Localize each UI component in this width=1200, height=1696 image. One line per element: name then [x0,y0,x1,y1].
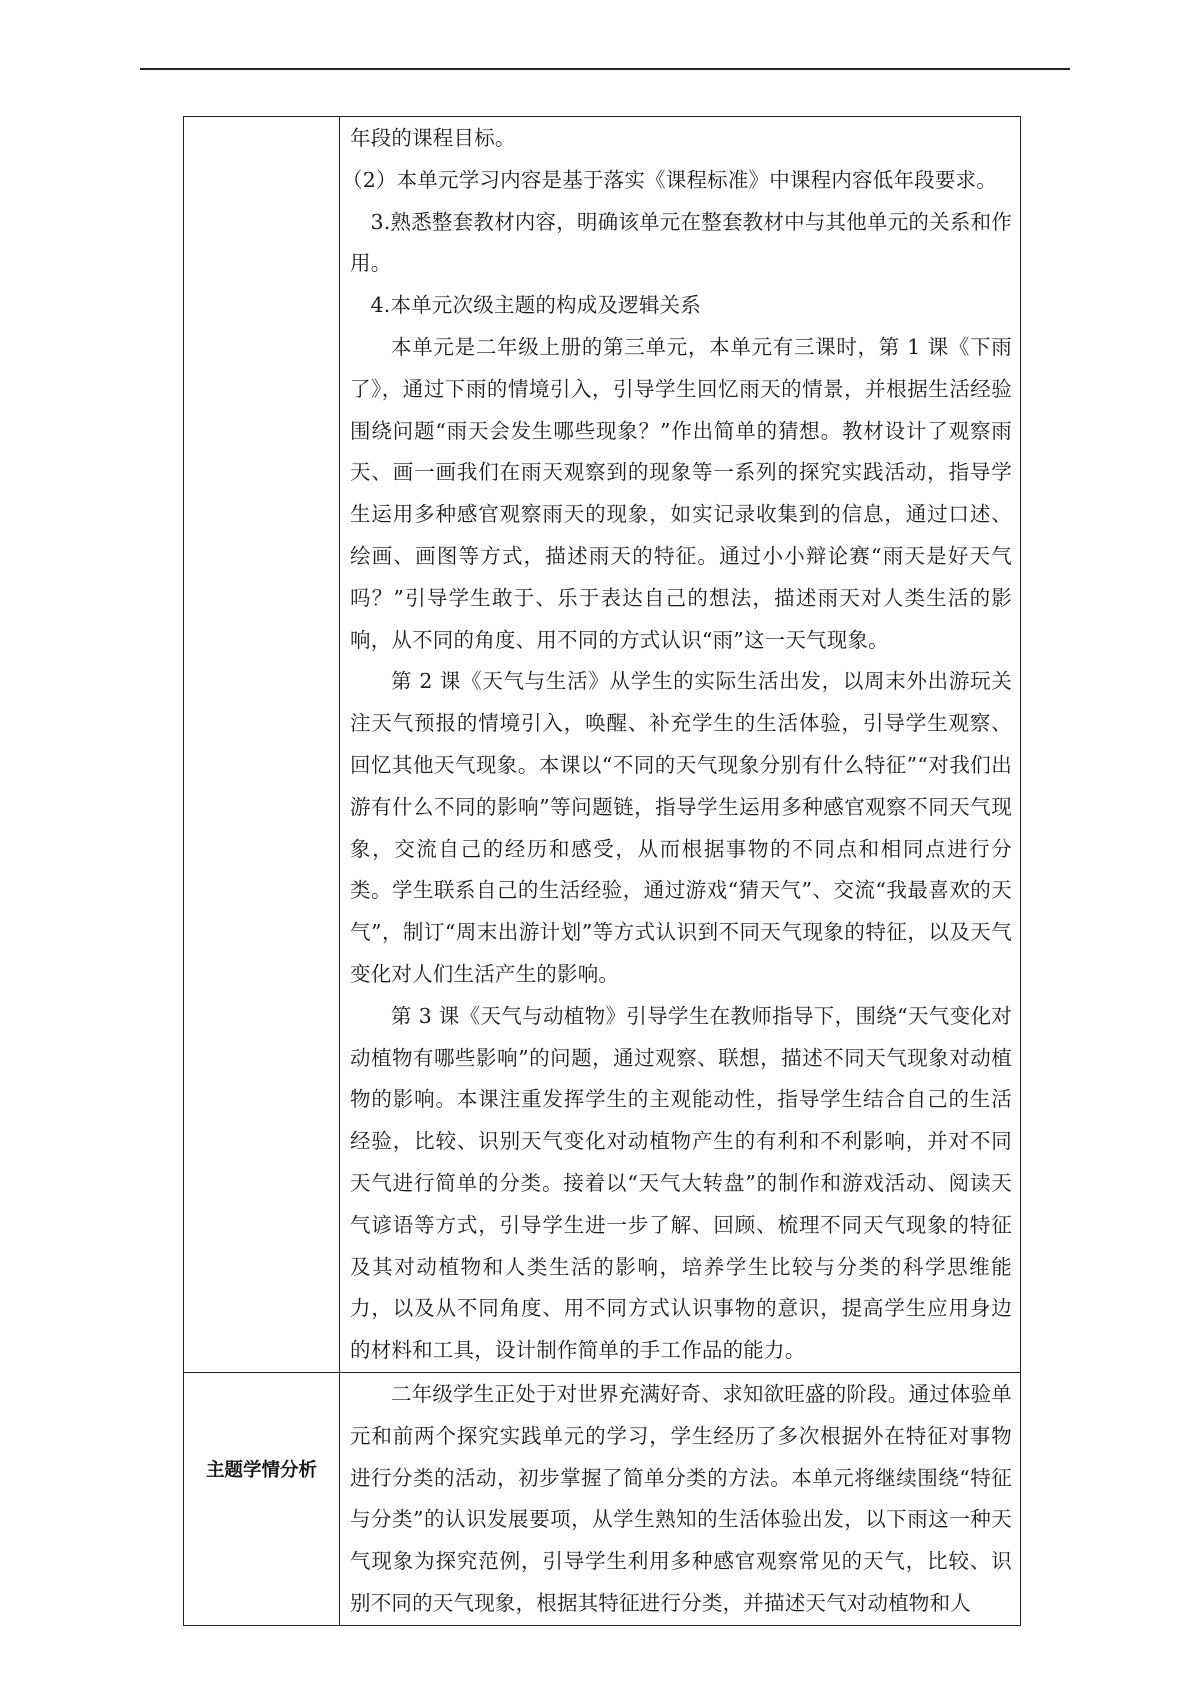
paragraph: 二年级学生正处于对世界充满好奇、求知欲旺盛的阶段。通过体验单元和前两个探究实践单元的学习，学生经历了多次根据外在特征对事物进行分类的活动，初步掌握了简单分类的方法。本单元将继续围绕“特征与分类”的认识发展要项，从学生熟知的生活体验出发，以下雨这一种天气现象为探究范例，引导学生利用多种感官观察常见的天气，比较、识别不同的天气现象，根据其特征进行分类，并描述天气对动植物和人 [350,1381,1012,1615]
row-content-cell [340,1372,1021,1625]
paragraph: 本单元是二年级上册的第三单元，本单元有三课时，第 1 课《下雨了》，通过下雨的情境引入，引导学生回忆雨天的情景，并根据生活经验围绕问题“雨天会发生哪些现象？”作出简单的猜想。教材设计了观察雨天、画一画我们在雨天观察到的现象等一系列的探究实践活动，指导学生运用多种感官观察雨天的现象，如实记录收集到的信息，通过口述、绘画、画图等方式，描述雨天的特征。通过小小辩论赛“雨天是好天气吗？”引导学生敢于、乐于表达自己的想法，描述雨天对人类生活的影响，从不同的角度、用不同的方式认识“雨”这一天气现象。 [350,334,1012,652]
paragraph: 第 3 课《天气与动植物》引导学生在教师指导下，围绕“天气变化对动植物有哪些影响”的问题，通过观察、联想，描述不同天气现象对动植物的影响。本课注重发挥学生的主观能动性，指导学生结合自己的生活经验，比较、识别天气变化对动植物产生的有利和不利影响，并对不同天气进行简单的分类。接着以“天气大转盘”的制作和游戏活动、阅读天气谚语等方式，引导学生进一步了解、回顾、梳理不同天气现象的特征及其对动植物和人类生活的影响，培养学生比较与分类的科学思维能力，以及从不同角度、用不同方式认识事物的意识，提高学生应用身边的材料和工具，设计制作简单的手工作品的能力。 [350,1003,1012,1363]
paragraph: （2）本单元学习内容是基于落实《课程标准》中课程内容低年段要求。 [342,167,997,192]
row-content-cell [340,117,1021,1373]
table-row [184,117,1021,1373]
row-label-cell [184,1372,340,1625]
row-label: 主题学情分析 [205,1459,317,1481]
paragraph: 第 2 课《天气与生活》从学生的实际生活出发，以周末外出游玩关注天气预报的情境引入，唤醒、补充学生的生活体验，引导学生观察、回忆其他天气现象。本课以“不同的天气现象分别有什么特征”“对我们出游有什么不同的影响”等问题链，指导学生运用多种感官观察不同天气现象，交流自己的经历和感受，从而根据事物的不同点和相同点进行分类。学生联系自己的生活经验，通过游戏“猜天气”、交流“我最喜欢的天气”，制订“周末出游计划”等方式认识到不同天气现象的特征，以及天气变化对人们生活产生的影响。 [350,669,1012,986]
lesson-plan-table [183,116,1021,1626]
paragraph-subheading: 4.本单元次级主题的构成及逻辑关系 [370,293,701,318]
header-rule [140,68,1070,70]
paragraph: 3.熟悉整套教材内容，明确该单元在整套教材中与其他单元的关系和作用。 [350,209,1012,276]
paragraph: 年段的课程目标。 [350,126,516,150]
row-label-cell [184,117,340,1373]
table-row [184,1372,1021,1625]
